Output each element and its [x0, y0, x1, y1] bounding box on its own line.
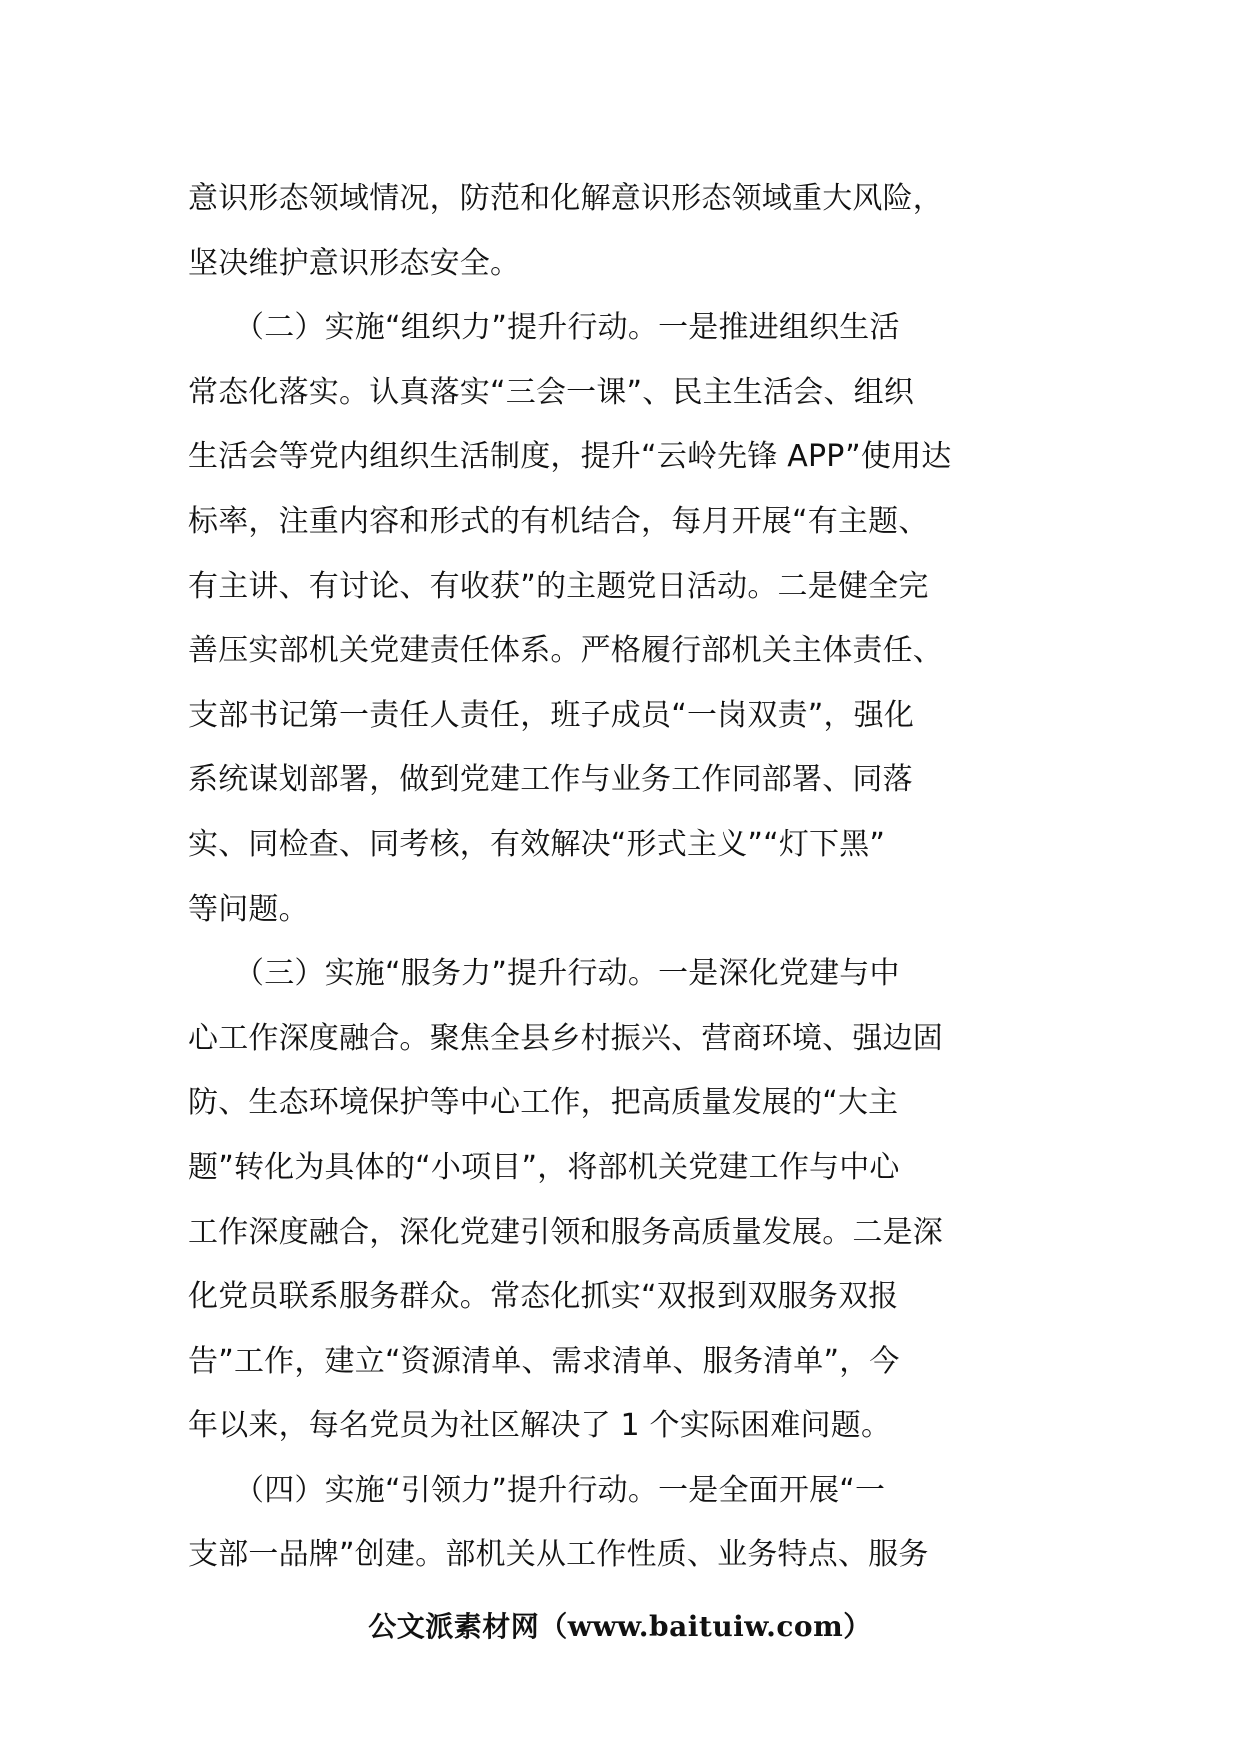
text-line: 坚决维护意识形态安全。	[188, 245, 521, 281]
text-line: 有主讲、有讨论、有收获”的主题党日活动。二是健全完	[188, 568, 929, 604]
text-line: 支部一品牌”创建。部机关从工作性质、业务特点、服务	[188, 1537, 929, 1573]
text-line: 告”工作，建立“资源清单、需求清单、服务清单”，今	[188, 1343, 900, 1379]
text-line: 常态化落实。认真落实“三会一课”、民主生活会、组织	[188, 374, 915, 410]
footer-watermark: 公文派素材网（www.baituiw.com）	[368, 1610, 872, 1643]
text-line: 化党员联系服务群众。常态化抓实“双报到双服务双报	[188, 1279, 899, 1315]
text-line: 生活会等党内组织生活制度，提升“云岭先锋 APP”使用达	[188, 439, 952, 475]
text-line: 支部书记第一责任人责任，班子成员“一岗双责”，强化	[188, 697, 915, 733]
text-line: 防、生态环境保护等中心工作，把高质量发展的“大主	[188, 1085, 899, 1121]
text-line: 年以来，每名党员为社区解决了 1 个实际困难问题。	[188, 1408, 892, 1444]
text-line: 标率，注重内容和形式的有机结合，每月开展“有主题、	[188, 503, 929, 539]
section-heading-line: （四）实施“引领力”提升行动。一是全面开展“一	[234, 1472, 886, 1508]
document-body	[188, 167, 1053, 1588]
section-heading-line: （二）实施“组织力”提升行动。一是推进组织生活	[234, 310, 900, 346]
text-line: 工作深度融合，深化党建引领和服务高质量发展。二是深	[188, 1214, 943, 1250]
text-line: 意识形态领域情况，防范和化解意识形态领域重大风险，	[188, 181, 943, 216]
text-line: 等问题。	[188, 891, 309, 927]
section-heading-line: （三）实施“服务力”提升行动。一是深化党建与中	[234, 956, 900, 992]
text-line: 实、同检查、同考核，有效解决“形式主义”“灯下黑”	[188, 826, 886, 862]
text-line: 善压实部机关党建责任体系。严格履行部机关主体责任、	[188, 633, 943, 669]
text-line: 心工作深度融合。聚焦全县乡村振兴、营商环境、强边固	[188, 1020, 943, 1056]
text-line: 系统谋划部署，做到党建工作与业务工作同部署、同落	[188, 762, 913, 798]
text-line: 题”转化为具体的“小项目”，将部机关党建工作与中心	[188, 1149, 900, 1185]
